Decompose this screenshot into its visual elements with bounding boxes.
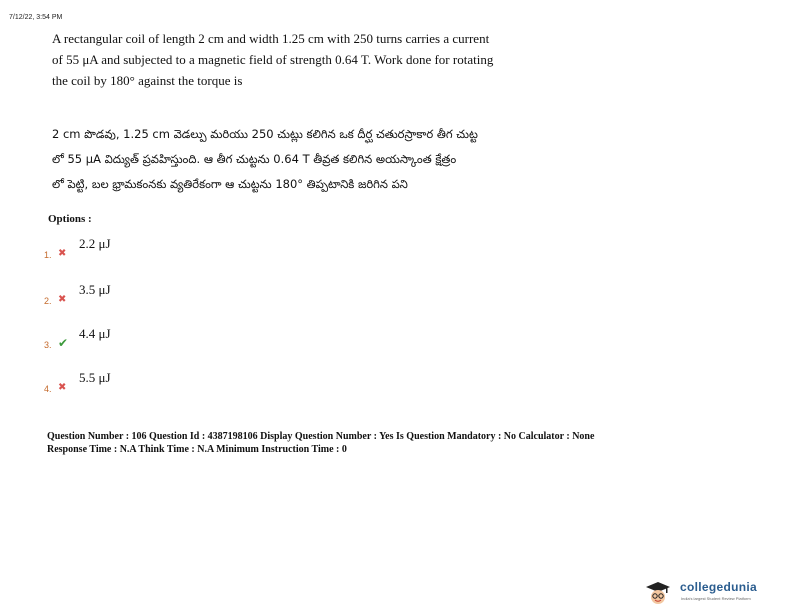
options-label: Options : <box>48 213 92 225</box>
option-4 <box>44 370 244 400</box>
question-text-english <box>52 28 592 91</box>
option-text: 5.5 μJ <box>79 370 111 385</box>
logo-tagline: India's largest Student Review Platform <box>681 596 751 601</box>
option-number: 1. <box>44 250 52 260</box>
metadata-line: Question Number : 106 Question Id : 4387198106 Display Question Number : Yes Is Question Mandatory : No Calculator : None <box>47 431 595 442</box>
wrong-icon: ✖ <box>58 382 67 393</box>
graduate-mascot-icon <box>644 580 672 606</box>
timestamp: 7/12/22, 3:54 PM <box>9 14 63 21</box>
question-line: the coil by 180° against the torque is <box>52 73 243 88</box>
wrong-icon: ✖ <box>58 248 67 259</box>
question-line: A rectangular coil of length 2 cm and width 1.25 cm with 250 turns carries a current <box>52 31 490 46</box>
logo-name: collegedunia <box>680 580 757 594</box>
metadata-line: Response Time : N.A Think Time : N.A Minimum Instruction Time : 0 <box>47 444 347 455</box>
question-text-telugu <box>52 122 592 197</box>
option-text: 3.5 μJ <box>79 282 111 297</box>
check-icon: ✔ <box>58 336 69 350</box>
option-2 <box>44 282 244 312</box>
question-line: లో 55 μA విద్యుత్ ప్రవహిస్తుంది. ఆ తీగ చుట్టను 0.64 T తీవ్రత కలిగిన అయస్కాంత క్షేత్రం <box>52 152 457 166</box>
question-line: లో పెట్టి, బల భ్రామకంనకు వ్యతిరేకంగా ఆ చుట్టను 180° తిప్పటానికి జరిగిన పని <box>52 177 408 191</box>
question-line: 2 cm పొడవు, 1.25 cm వెడల్పు మరియు 250 చుట్లు కలిగిన ఒక దీర్ఘ చతురస్రాకార తీగ చుట్ట <box>52 127 478 141</box>
question-line: of 55 μA and subjected to a magnetic field of strength 0.64 T. Work done for rotating <box>52 52 494 67</box>
option-3 <box>44 326 244 356</box>
option-number: 3. <box>44 340 52 350</box>
option-number: 4. <box>44 384 52 394</box>
collegedunia-logo <box>644 580 784 606</box>
option-text: 4.4 μJ <box>79 326 111 341</box>
wrong-icon: ✖ <box>58 294 67 305</box>
option-1 <box>44 236 244 266</box>
option-number: 2. <box>44 296 52 306</box>
option-text: 2.2 μJ <box>79 236 111 251</box>
question-metadata <box>47 430 767 456</box>
